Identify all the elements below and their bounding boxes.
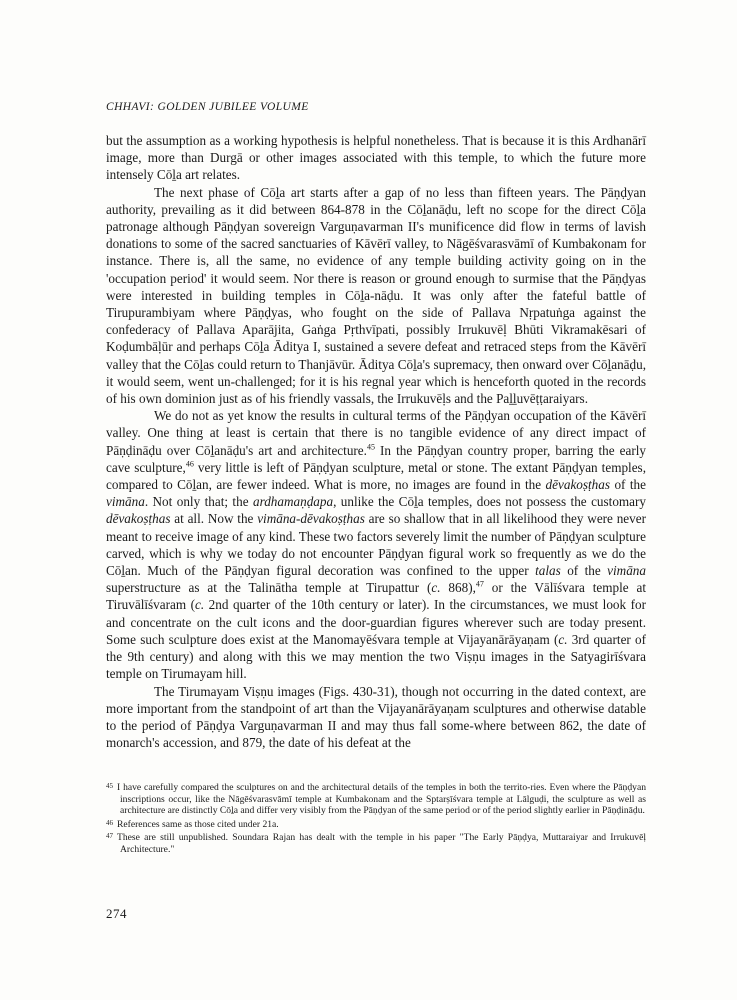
page-number: 274 (106, 906, 127, 921)
text-run: 2nd quarter of the 10th century or later). In the circumstances, we must look for and concentrate on the cult icons and the door-guardian figures wherever such are today present. Some such sculpture does exist at the Manomayēśvara temple at Vijayanārāyaṇam ( (106, 597, 646, 647)
paragraph-4: The Tirumayam Viṣṇu images (Figs. 430-31), though not occurring in the dated context, are more important from the standpoint of art than the Vijayanārāyaṇam sculptures and otherwise datable to the period of Pāṇḍya Varguṇavarman II and may thus fall some-where between 862, the date of monarch's accession, and 879, the date of his defeat at the (106, 683, 646, 751)
running-head: CHHAVI: GOLDEN JUBILEE VOLUME (106, 101, 309, 113)
italic-term: dēvakoṣṭhas (545, 477, 611, 493)
text-run: . Not only that; the (144, 494, 253, 510)
footnote-ref-47[interactable]: 47 (475, 579, 484, 589)
main-text (106, 132, 646, 751)
italic-term: talas (535, 563, 561, 579)
text-run: of the (560, 563, 608, 579)
footnote-46 (106, 819, 646, 831)
footnote-text: I have carefully compared the sculptures on and the architectural details of the temples in both the territo-ries. Even where the Pāṇḍyan inscriptions occur, like the Nāgēśvarasvāmī temple at Kumbakonam and the Sptarṣīśvara temple at Lālguḍi, the sculpture as well as architecture are distinctly Cōḻa and differ very visibly from the Pāṇḍyan of the same period or of the period slightly earlier in Pāṇḍināḍu. (117, 782, 646, 817)
footnote-number: 47 (106, 832, 113, 841)
footnote-number: 46 (106, 818, 113, 827)
italic-term: c. (195, 597, 205, 613)
text-run: of the (610, 477, 646, 493)
footnote-ref-45[interactable]: 45 (366, 442, 375, 452)
text-run: or the Vālīśvara temple at Tiruvālīśvaram ( (106, 580, 646, 613)
text-run: We do not as yet know the results in cultural terms of the Pāṇḍyan occupation of the Kāvērī valley. One thing at least is certain that there is no tangible evidence of any direct impact of Pāṇḍināḍu over Cōḻanāḍu's art and architecture. (106, 408, 646, 458)
footnote-text: These are still unpublished. Soundara Rajan has dealt with the temple in his paper "The Early Pāṇḍya, Muttaraiyar and Irrukuvēḷ Architecture." (117, 832, 646, 855)
footnote-47 (106, 832, 646, 855)
footnote-text: References same as those cited under 21a. (117, 818, 279, 830)
text-run: very little is left of Pāṇḍyan sculpture, metal or stone. The extant Pāṇḍyan temples, compared to Cōḻan, are fewer indeed. What is more, no images are found in the (106, 459, 646, 493)
italic-term: c. (558, 631, 568, 647)
footnote-45 (106, 782, 646, 817)
italic-term: vimāna-dēvakoṣṭhas (257, 511, 365, 527)
text-run: , unlike the Cōḻa temples, does not possess the customary (333, 494, 647, 510)
italic-term: ardhamaṇḍapa (252, 494, 334, 510)
text-run: 868), (440, 580, 476, 596)
footnote-number: 45 (106, 782, 113, 790)
text-run: superstructure as at the Talinātha temple at Tirupattur ( (106, 580, 432, 596)
text-run: at all. Now the (170, 511, 258, 527)
footnotes (106, 782, 646, 858)
footnote-ref-46[interactable]: 46 (185, 459, 194, 469)
text-run: 3rd quarter of the 9th century) and along with this we may mention the two Viṣṇu images in the Satyagirīśvara temple on Tirumayam hill. (106, 631, 646, 682)
italic-term: vimāna (607, 563, 646, 579)
paragraph-3 (106, 407, 646, 682)
italic-term: c. (431, 580, 441, 596)
italic-term: vimāna (106, 494, 145, 510)
paragraph-2: The next phase of Cōḻa art starts after a gap of no less than fifteen years. The Pāṇḍyan authority, prevailing as it did between 864-878 in the Cōḻanāḍu, left no scope for the direct Cōḻa patronage although Pāṇḍyan sovereign Varguṇavarman II's munificence did flow in terms of lavish donations to some of the sacred sanctuaries of Kāvērī valley, to Nāgēśvarasvāmī of Kumbakonam for instance. There is, all the same, no evidence of any temple building activity going on in the 'occupation period' it would seem. Nor there is reason or ground enough to surmise that the Pāṇḍyas were interested in building temples in Cōḻa-nāḍu. It was only after the fateful battle of Tirupurambiyam where Pāṇḍyas, who fought on the side of Pallava Nṛpatuṅga against the confederacy of Pallava Aparājita, Gaṅga Pṛthvīpati, possibly Irrukuvēḷ Bhūti Vikramakēsari of Koḍumbāḷūr and perhaps Cōḻa Āditya I, sustained a severe defeat and retraced steps from the Kāvērī valley that the Cōḻas could return to Thanjāvūr. Āditya Cōḻa's supremacy, then onward over Cōḻanāḍu, it would seem, went un-challenged; for it is his regnal year which is henceforth quoted in the records of his own dominion just as of his friendly vassals, the Irrukuvēḷs and the Paḻḻuvēṭṭaraiyars. (106, 184, 646, 407)
italic-term: dēvakoṣṭhas (106, 511, 171, 527)
paragraph-1: but the assumption as a working hypothesis is helpful nonetheless. That is because it is this Ardhanārī image, more than Durgā or other images associated with this temple, to which the future more intensely Cōḻa art relates. (106, 133, 646, 183)
text-run: In the Pāṇḍyan country proper, barring the early cave sculpture, (106, 442, 646, 475)
text-run: are so shallow that in all likelihood they were never meant to receive image of any kind. These two factors severely limit the number of Pāṇḍyan sculpture carved, which is why we today do not encounter Pāṇḍyan figural work so frequently as we do the Cōḻan. Much of the Pāṇḍyan figural decoration was confined to the upper (106, 511, 646, 579)
